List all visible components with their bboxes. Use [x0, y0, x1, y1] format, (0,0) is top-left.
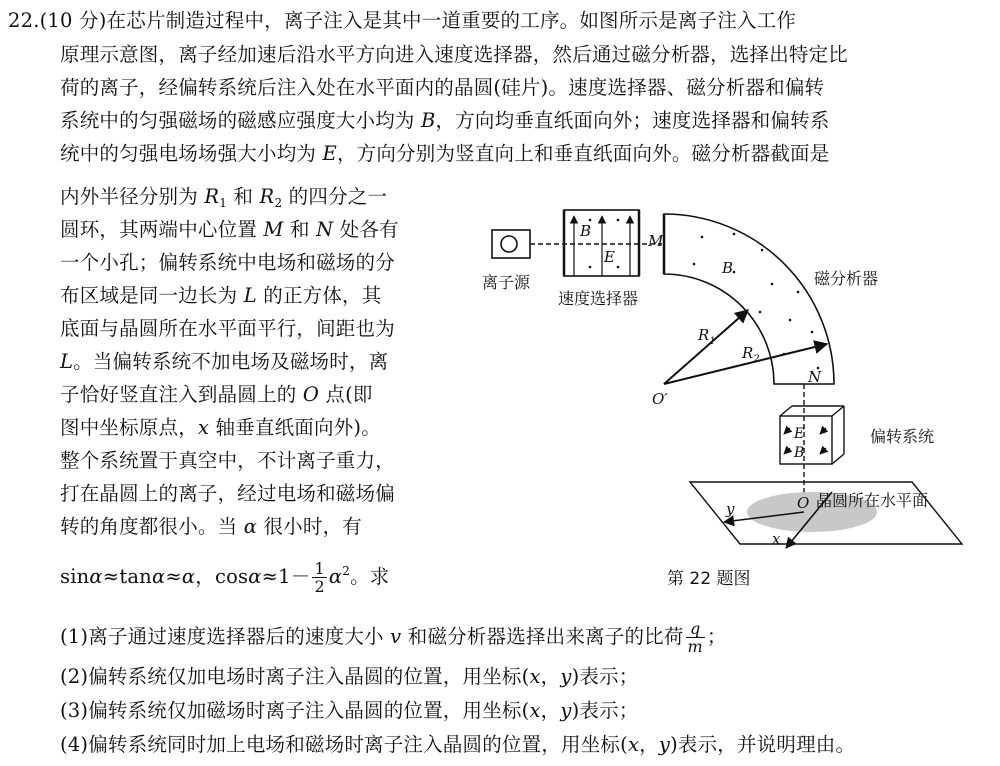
label-e-velocity-selector: E: [604, 248, 615, 266]
figure-caption: 第 22 题图: [667, 569, 751, 589]
problem-number: 22.: [8, 9, 40, 32]
ion-source-label: 离子源: [482, 273, 531, 292]
question-3: (3)偏转系统仅加磁场时离子注入晶圆的位置，用坐标(x，y)表示；: [60, 699, 639, 722]
problem-line-4: 系统中的匀强磁场的磁感应强度大小均为 B，方向均垂直纸面向外；速度选择器和偏转系: [60, 109, 830, 132]
label-r2: $R_2$: [742, 344, 760, 365]
problem-line-14: 整个系统置于真空中，不计离子重力，: [60, 449, 395, 472]
problem-line-16: 转的角度都很小。当 α 很小时，有: [60, 515, 362, 538]
deflection-system: [780, 406, 844, 464]
magnetic-analyzer-label: 磁分析器: [814, 269, 879, 288]
problem-line-5: 统中的匀强电场场强大小均为 E，方向分别为竖直向上和垂直纸面向外。磁分析器截面是: [60, 142, 830, 165]
label-b-velocity-selector: B: [580, 222, 592, 240]
velocity-selector: [564, 210, 639, 276]
label-b-deflection: B: [794, 445, 805, 461]
question-1: (1)离子通过速度选择器后的速度大小 v 和磁分析器选择出来离子的比荷 $\frac{q}{m}$ ；: [60, 619, 727, 656]
problem-line-6: 内外半径分别为 $R_1$ 和 $R_2$ 的四分之一: [60, 185, 388, 210]
problem-line-1: [8, 6, 796, 36]
label-y: y: [726, 500, 735, 518]
problem-text-1: (10 分)在芯片制造过程中，离子注入是其中一道重要的工序。如图所示是离子注入工作: [39, 9, 797, 32]
label-o: O: [797, 494, 810, 512]
problem-line-7: 圆环，其两端中心位置 M 和 N 处各有: [60, 218, 399, 241]
problem-line-11: L。当偏转系统不加电场及磁场时，离: [60, 350, 389, 373]
velocity-selector-label: 速度选择器: [558, 289, 639, 308]
ion-implantation-figure: [472, 192, 992, 592]
deflection-system-label: 偏转系统: [870, 427, 935, 446]
problem-line-9: 布区域是同一边长为 L 的正方体，其: [60, 284, 382, 307]
question-2: (2)偏转系统仅加电场时离子注入晶圆的位置，用坐标(x，y)表示；: [60, 665, 639, 688]
problem-line-15: 打在晶圆上的离子，经过电场和磁场偏: [60, 482, 395, 505]
fraction-q-over-m: $\frac{q}{m}$: [687, 619, 703, 656]
label-o-prime: O′: [652, 390, 668, 408]
fraction-one-half: $\frac{1}{2}$: [314, 559, 325, 596]
label-m: M: [648, 232, 664, 250]
problem-line-8: 一个小孔；偏转系统中电场和磁场的分: [60, 251, 395, 274]
ion-source: [492, 230, 530, 258]
problem-line-17: sinα≈tanα≈α，cosα≈1－ $\frac{1}{2}$ $\alpha^2$。求: [60, 559, 390, 596]
problem-line-12: 子恰好竖直注入到晶圆上的 O 点(即: [60, 383, 373, 406]
label-n: N: [808, 368, 822, 386]
label-r1: $R_1$: [698, 326, 716, 347]
label-b-analyzer: B: [722, 259, 734, 277]
label-x: x: [772, 530, 781, 548]
problem-line-13: 图中坐标原点，x 轴垂直纸面向外)。: [60, 416, 381, 439]
problem-line-10: 底面与晶圆所在水平面平行，间距也为: [60, 317, 395, 340]
problem-line-2: 原理示意图，离子经加速后沿水平方向进入速度选择器，然后通过磁分析器，选择出特定比: [60, 43, 849, 66]
wafer-plane-label: 晶圆所在水平面: [816, 491, 929, 510]
problem-line-3: 荷的离子，经偏转系统后注入处在水平面内的晶圆(硅片)。速度选择器、磁分析器和偏转: [60, 76, 825, 99]
label-e-deflection: E: [794, 426, 805, 442]
question-4: (4)偏转系统同时加上电场和磁场时离子注入晶圆的位置，用坐标(x，y)表示，并说明理由。: [60, 733, 856, 756]
